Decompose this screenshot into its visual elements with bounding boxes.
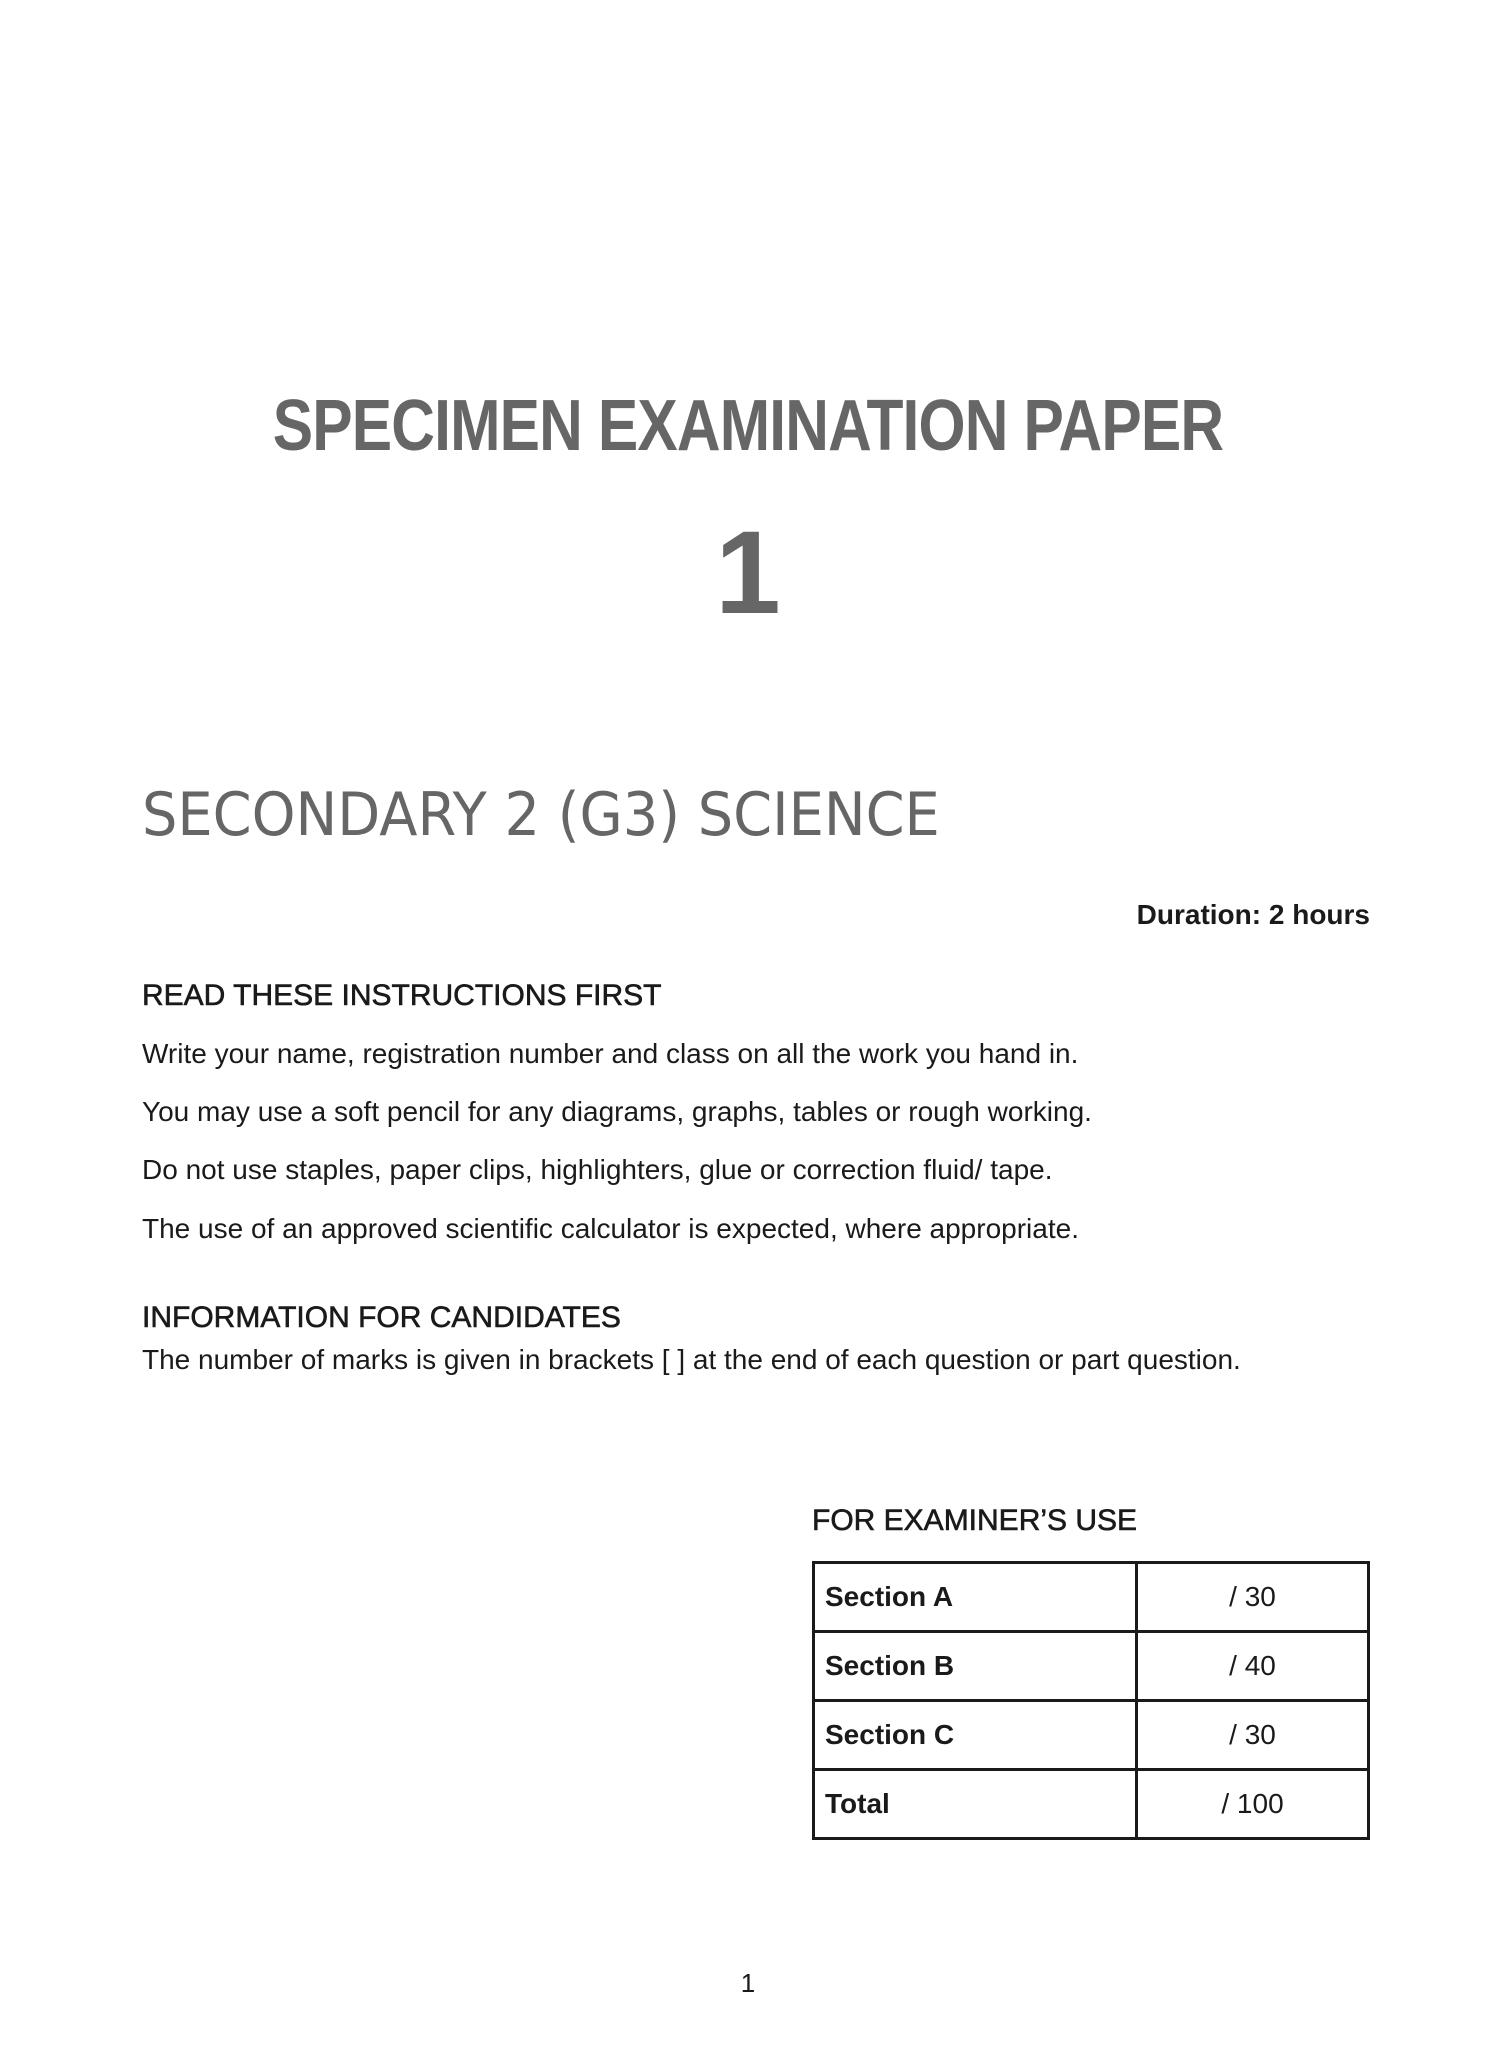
instructions-heading: READ THESE INSTRUCTIONS FIRST xyxy=(142,979,662,1012)
section-mark: / 30 xyxy=(1137,1701,1369,1770)
instruction-line: The use of an approved scientific calculator is expected, where appropriate. xyxy=(142,1213,1079,1244)
table-row xyxy=(814,1563,1369,1632)
section-label: Section A xyxy=(814,1563,1137,1632)
subject-title: SECONDARY 2 (G3) SCIENCE xyxy=(142,780,940,850)
total-label: Total xyxy=(814,1770,1137,1839)
section-label: Section B xyxy=(814,1632,1137,1701)
instruction-line: You may use a soft pencil for any diagrams, graphs, tables or rough working. xyxy=(142,1096,1092,1127)
information-heading: INFORMATION FOR CANDIDATES xyxy=(142,1301,621,1334)
paper-number: 1 xyxy=(715,507,781,639)
instruction-line: Write your name, registration number and class on all the work you hand in. xyxy=(142,1038,1079,1069)
table-row xyxy=(814,1632,1369,1701)
table-row xyxy=(814,1770,1369,1839)
page-title: SPECIMEN EXAMINATION PAPER xyxy=(272,386,1224,466)
examiner-table xyxy=(812,1561,1370,1840)
instruction-line: Do not use staples, paper clips, highlighters, glue or correction fluid/ tape. xyxy=(142,1154,1053,1185)
section-mark: / 40 xyxy=(1137,1632,1369,1701)
information-text: The number of marks is given in brackets [ ] at the end of each question or part question. xyxy=(142,1344,1241,1375)
total-mark: / 100 xyxy=(1137,1770,1369,1839)
page-number: 1 xyxy=(740,1968,756,1998)
examiner-heading: FOR EXAMINER’S USE xyxy=(812,1504,1138,1537)
section-label: Section C xyxy=(814,1701,1137,1770)
duration-label: Duration: 2 hours xyxy=(1136,899,1370,930)
section-mark: / 30 xyxy=(1137,1563,1369,1632)
table-row xyxy=(814,1701,1369,1770)
